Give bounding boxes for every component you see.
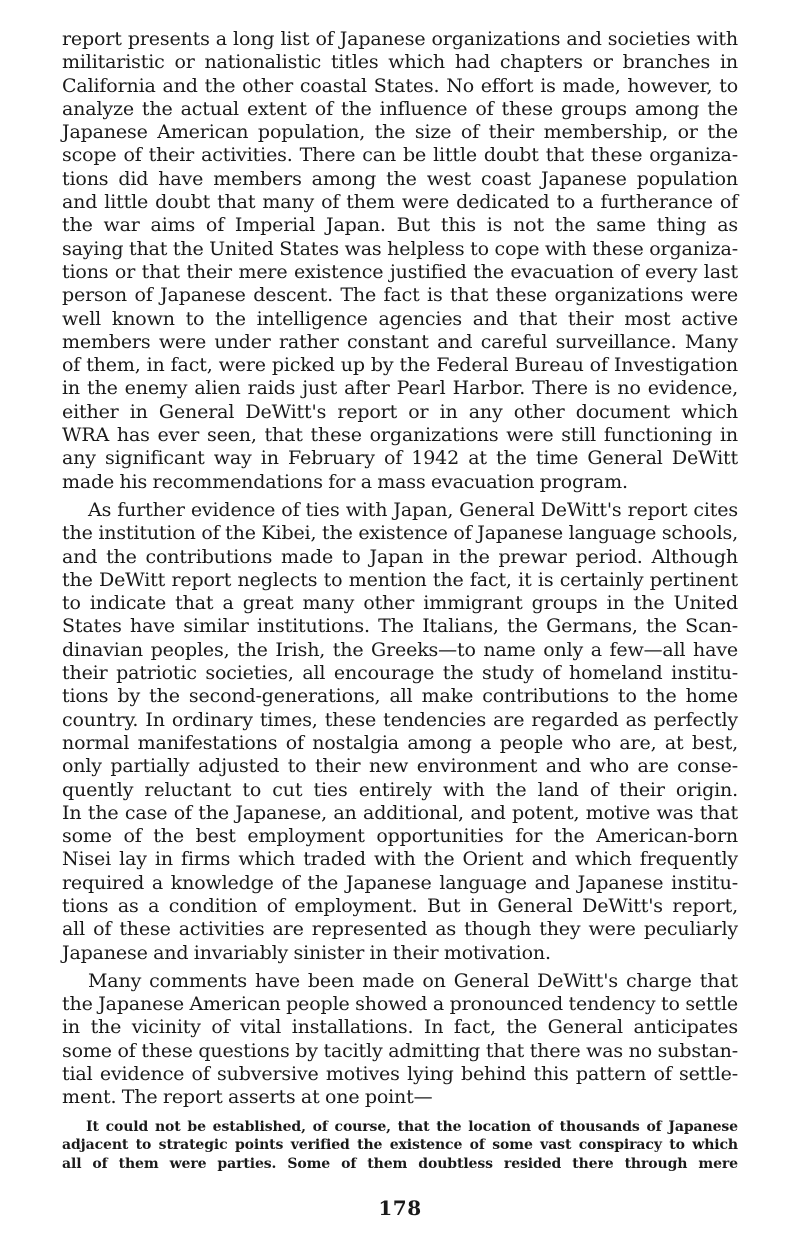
text-line: quently reluctant to cut ties entirely with the land of their origin. <box>62 778 738 801</box>
text-line: country. In ordinary times, these tendencies are regarded as perfectly <box>62 708 738 731</box>
text-line: Nisei lay in firms which traded with the Orient and which frequently <box>62 848 738 871</box>
text-line: States have similar institutions. The Italians, the Germans, the Scan- <box>62 615 738 638</box>
text-line: only partially adjusted to their new environment and who are conse- <box>62 755 738 778</box>
text-line: in the vicinity of vital installations. In fact, the General anticipates <box>62 1016 738 1039</box>
text-line: of them, in fact, were picked up by the Federal Bureau of Investigation <box>62 354 738 377</box>
page-number: 178 <box>378 1196 422 1220</box>
text-line: WRA has ever seen, that these organizations were still functioning in <box>62 424 738 447</box>
page-body <box>62 28 738 1174</box>
text-line: either in General DeWitt's report or in any other document which <box>62 400 738 423</box>
block-quote <box>62 1118 738 1174</box>
text-line: scope of their activities. There can be little doubt that these organiza- <box>62 144 738 167</box>
text-line: ment. The report asserts at one point— <box>62 1086 433 1109</box>
text-line: required a knowledge of the Japanese language and Japanese institu- <box>62 871 738 894</box>
text-line: in the enemy alien raids just after Pearl Harbor. There is no evidence, <box>62 377 738 400</box>
text-line: all of these activities are represented as though they were peculiarly <box>62 918 738 941</box>
quote-line: adjacent to strategic points verified the existence of some vast conspiracy to which <box>62 1137 738 1154</box>
text-line: members were under rather constant and careful surveillance. Many <box>62 330 738 353</box>
text-line: tions by the second-generations, all make contributions to the home <box>62 685 738 708</box>
text-line: well known to the intelligence agencies and that their most active <box>62 307 738 330</box>
text-line: report presents a long list of Japanese organizations and societies with <box>62 28 738 50</box>
text-line: tions did have members among the west coast Japanese population <box>62 167 738 190</box>
text-line: normal manifestations of nostalgia among a people who are, at best, <box>62 731 738 754</box>
quote-line: It could not be established, of course, that the location of thousands of Japanese <box>86 1118 738 1135</box>
text-line: saying that the United States was helpless to cope with these organiza- <box>62 237 738 260</box>
text-line: their patriotic societies, all encourage the study of homeland institu- <box>62 662 738 685</box>
text-line: Japanese and invariably sinister in their motivation. <box>62 941 551 964</box>
text-line: dinavian peoples, the Irish, the Greeks—to name only a few—all have <box>62 638 738 661</box>
text-line: analyze the actual extent of the influence of these groups among the <box>62 97 738 120</box>
text-line: some of these questions by tacitly admitting that there was no substan- <box>62 1039 738 1062</box>
text-line: the Japanese American people showed a pronounced tendency to settle <box>62 993 738 1016</box>
text-line: some of the best employment opportunities for the American-born <box>62 825 738 848</box>
text-line: made his recommendations for a mass evacuation program. <box>62 470 628 493</box>
text-line: the DeWitt report neglects to mention the fact, it is certainly pertinent <box>62 568 738 591</box>
paragraph-1 <box>62 28 738 494</box>
text-line: and the contributions made to Japan in the prewar period. Although <box>62 545 738 568</box>
paragraph-3 <box>62 970 738 1110</box>
text-line: tions as a condition of employment. But in General DeWitt's report, <box>62 894 738 917</box>
paragraph-2 <box>62 499 738 965</box>
text-line: the war aims of Imperial Japan. But this is not the same thing as <box>62 214 738 237</box>
text-line: Many comments have been made on General DeWitt's charge that <box>88 969 738 992</box>
text-line: and little doubt that many of them were dedicated to a furtherance of <box>62 191 738 214</box>
text-line: any significant way in February of 1942 at the time General DeWitt <box>62 447 738 470</box>
text-line: tions or that their mere existence justified the evacuation of every last <box>62 260 738 283</box>
text-line: California and the other coastal States. No effort is made, however, to <box>62 74 738 97</box>
quote-line: all of them were parties. Some of them doubtless resided there through mere <box>62 1156 738 1173</box>
text-line: person of Japanese descent. The fact is that these organizations were <box>62 284 738 307</box>
text-line: militaristic or nationalistic titles which had chapters or branches in <box>62 51 738 74</box>
text-line: As further evidence of ties with Japan, General DeWitt's report cites <box>88 498 738 521</box>
text-line: the institution of the Kibei, the existence of Japanese language schools, <box>62 522 738 545</box>
text-line: In the case of the Japanese, an additional, and potent, motive was that <box>62 801 738 824</box>
text-line: Japanese American population, the size of their membership, or the <box>62 121 738 144</box>
text-line: tial evidence of subversive motives lying behind this pattern of settle- <box>62 1063 738 1086</box>
text-line: to indicate that a great many other immigrant groups in the United <box>62 592 738 615</box>
